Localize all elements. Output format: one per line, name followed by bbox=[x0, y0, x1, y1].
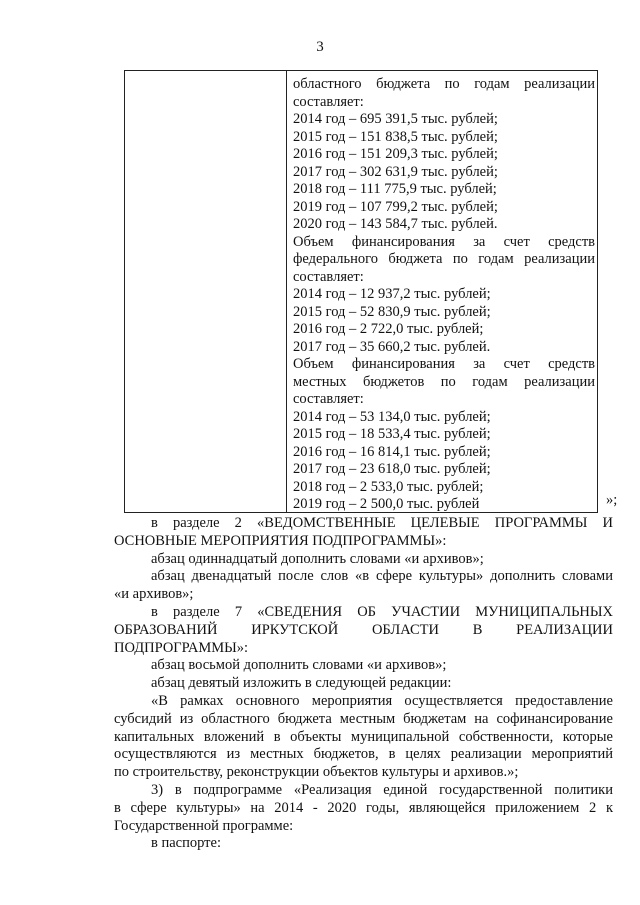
cell-line: составляет: bbox=[293, 93, 364, 110]
table-column-divider bbox=[286, 71, 287, 512]
cell-line: составляет: bbox=[293, 391, 364, 407]
page-number: 3 bbox=[316, 39, 324, 55]
text-line: субсидий из областного бюджета местным бюджетам на софинансирование bbox=[114, 710, 613, 727]
cell-line: 2018 год – 2 533,0 тыс. рублей; bbox=[293, 478, 484, 495]
table-closing-quote: »; bbox=[606, 492, 618, 508]
text-line: в паспорте: bbox=[151, 835, 221, 852]
text-line: капитальных вложений в объекты муниципальной собственности, которые bbox=[114, 728, 613, 745]
cell-line: 2015 год – 151 838,5 тыс. рублей; bbox=[293, 128, 498, 145]
cell-line: 2015 год – 18 533,4 тыс. рублей; bbox=[293, 426, 491, 442]
funding-cell bbox=[293, 76, 595, 514]
cell-line: 2017 год – 35 660,2 тыс. рублей. bbox=[293, 338, 491, 355]
cell-line: составляет: bbox=[293, 268, 364, 285]
text-line: по строительству, реконструкции объектов культуры и архивов.»; bbox=[114, 764, 519, 781]
text-line: абзац двенадцатый после слов «в сфере культуры» дополнить словами bbox=[151, 568, 613, 585]
cell-line: 2019 год – 107 799,2 тыс. рублей; bbox=[293, 198, 498, 215]
cell-line: местных бюджетов по годам реализации bbox=[293, 373, 595, 390]
cell-line: Объем финансирования за счет средств bbox=[293, 356, 595, 372]
cell-line: 2014 год – 53 134,0 тыс. рублей; bbox=[293, 408, 491, 425]
cell-line: 2018 год – 111 775,9 тыс. рублей; bbox=[293, 181, 497, 197]
text-line: в сфере культуры» на 2014 - 2020 годы, являющейся приложением 2 к bbox=[114, 799, 613, 816]
text-line: «В рамках основного мероприятия осуществляется предоставление bbox=[151, 692, 613, 709]
cell-line: 2017 год – 23 618,0 тыс. рублей; bbox=[293, 461, 491, 477]
text-line: «и архивов»; bbox=[114, 586, 194, 603]
passport-table bbox=[124, 70, 598, 513]
cell-line: 2016 год – 151 209,3 тыс. рублей; bbox=[293, 146, 498, 162]
text-line: в разделе 7 «СВЕДЕНИЯ ОБ УЧАСТИИ МУНИЦИПАЛЬНЫХ bbox=[151, 603, 613, 620]
cell-line: 2020 год – 143 584,7 тыс. рублей. bbox=[293, 216, 498, 232]
text-line: осуществляются из местных бюджетов, в целях реализации мероприятий bbox=[114, 746, 613, 763]
cell-line: 2014 год – 12 937,2 тыс. рублей; bbox=[293, 286, 491, 302]
text-line: абзац девятый изложить в следующей редакции: bbox=[151, 675, 452, 692]
cell-line: 2014 год – 695 391,5 тыс. рублей; bbox=[293, 111, 498, 127]
text-line: ПОДПРОГРАММЫ»: bbox=[114, 639, 249, 656]
amendment-text bbox=[114, 515, 613, 853]
text-line: в разделе 2 «ВЕДОМСТВЕННЫЕ ЦЕЛЕВЫЕ ПРОГРАММЫ И bbox=[151, 515, 613, 531]
text-line: ОБРАЗОВАНИЙ ИРКУТСКОЙ ОБЛАСТИ В РЕАЛИЗАЦИИ bbox=[114, 621, 613, 638]
text-line: абзац одиннадцатый дополнить словами «и архивов»; bbox=[151, 550, 484, 567]
cell-line: федерального бюджета по годам реализации bbox=[293, 251, 595, 267]
cell-line: областного бюджета по годам реализации bbox=[293, 76, 595, 92]
text-line: Государственной программе: bbox=[114, 817, 294, 834]
text-line: ОСНОВНЫЕ МЕРОПРИЯТИЯ ПОДПРОГРАММЫ»: bbox=[114, 532, 447, 549]
cell-line: 2016 год – 2 722,0 тыс. рублей; bbox=[293, 321, 484, 337]
cell-line: 2019 год – 2 500,0 тыс. рублей bbox=[293, 496, 480, 512]
cell-line: 2017 год – 302 631,9 тыс. рублей; bbox=[293, 163, 498, 180]
text-line: 3) в подпрограмме «Реализация единой государственной политики bbox=[151, 781, 613, 798]
cell-line: Объем финансирования за счет средств bbox=[293, 233, 595, 250]
cell-line: 2016 год – 16 814,1 тыс. рублей; bbox=[293, 443, 491, 460]
text-line: абзац восьмой дополнить словами «и архивов»; bbox=[151, 657, 447, 674]
cell-line: 2015 год – 52 830,9 тыс. рублей; bbox=[293, 303, 491, 320]
